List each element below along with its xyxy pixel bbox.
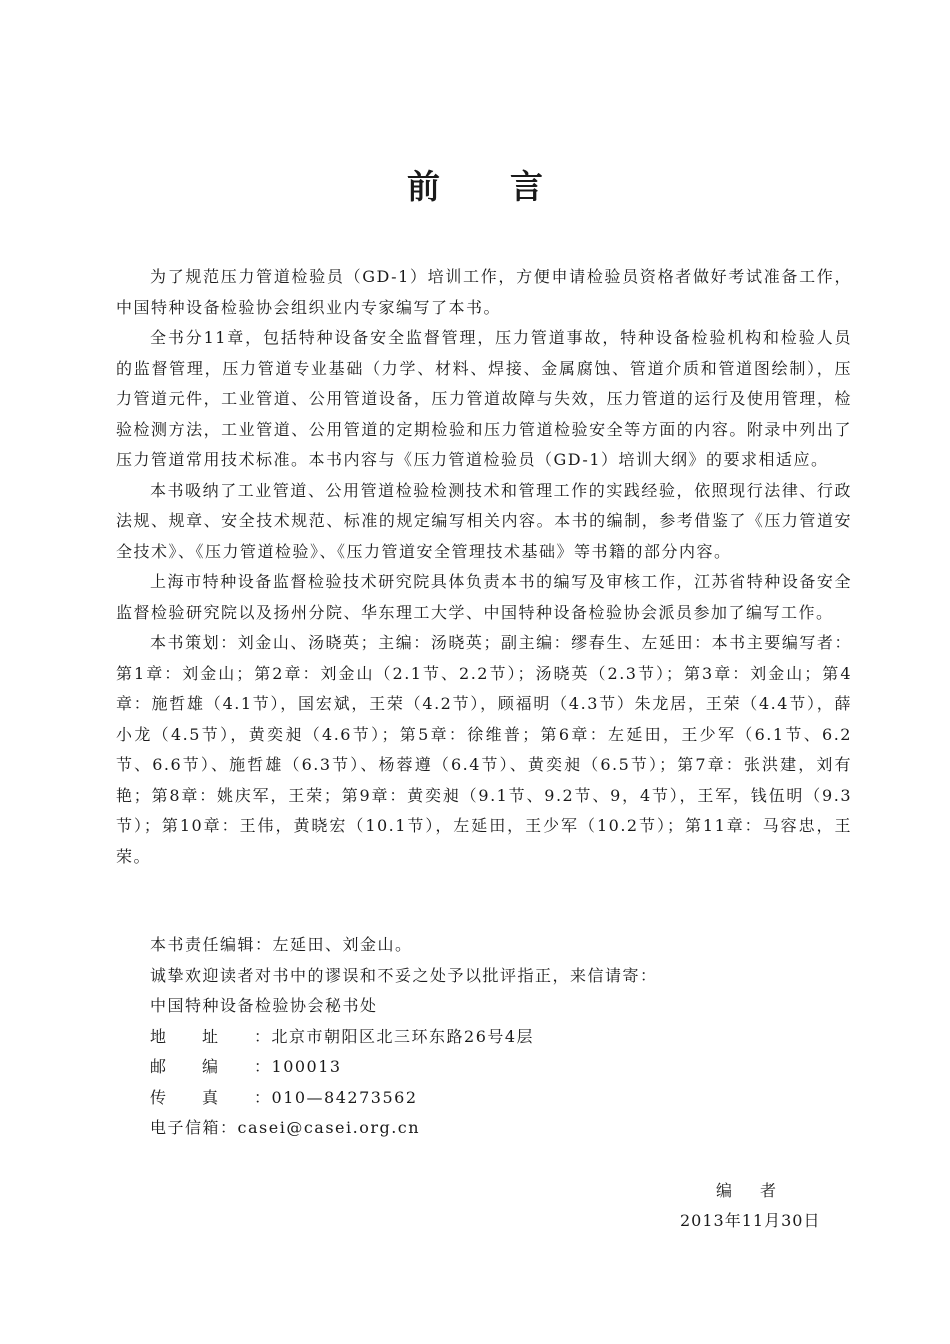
email-label: 电子信箱 xyxy=(150,1118,221,1137)
contact-info xyxy=(150,930,850,1144)
fax-value: ：010—84273562 xyxy=(254,1087,418,1107)
contact-organization: 中国特种设备检验协会秘书处 xyxy=(150,996,378,1015)
postcode-value: ：100013 xyxy=(254,1057,342,1076)
fax-label: 传真 xyxy=(150,1087,255,1107)
address-value: ：北京市朝阳区北三环东路26号4层 xyxy=(254,1026,535,1046)
signature: 编者 xyxy=(716,1181,805,1200)
paragraph-contents: 全书分11章，包括特种设备安全监督管理，压力管道事故，特种设备检验机构和检验人员的监督管理，压力管道专业基础（力学、材料、焊接、金属腐蚀、管道介质和管道图绘制），压力管道元件，工业管道、公用管道设备，压力管道故障与失效，压力管道的运行及使用管理，检验检测方法，工业管道、公用管道的定期检验和压力管道检验安全等方面的内容。附录中列出了压力管道常用技术标准。本书内容与《压力管道检验员（GD-1）培训大纲》的要求相适应。 xyxy=(116,328,852,469)
preface-body xyxy=(116,262,852,872)
address-label: 地址 xyxy=(150,1026,255,1046)
postcode-label: 邮编 xyxy=(150,1057,255,1076)
preface-date: 2013年11月30日 xyxy=(680,1211,821,1230)
feedback-invitation: 诚挚欢迎读者对书中的谬误和不妥之处予以批评指正，来信请寄： xyxy=(150,965,658,985)
address-line xyxy=(150,1022,850,1053)
paragraph-purpose: 为了规范压力管道检验员（GD-1）培训工作，方便申请检验员资格者做好考试准备工作，中国特种设备检验协会组织业内专家编写了本书。 xyxy=(116,267,852,317)
postcode-line xyxy=(150,1052,850,1083)
email-line xyxy=(150,1113,850,1144)
paragraph-sources: 本书吸纳了工业管道、公用管道检验检测技术和管理工作的实践经验，依照现行法律、行政法规、规章、安全技术规范、标准的规定编写相关内容。本书的编制，参考借鉴了《压力管道安全技术》、《压力管道检验》、《压力管道安全管理技术基础》等书籍的部分内容。 xyxy=(116,480,852,561)
responsible-editors: 本书责任编辑：左延田、刘金山。 xyxy=(150,935,413,954)
page-title: 前言 xyxy=(407,167,613,206)
paragraph-organizations: 上海市特种设备监督检验技术研究院具体负责本书的编写及审核工作，江苏省特种设备安全监督检验研究院以及扬州分院、华东理工大学、中国特种设备检验协会派员参加了编写工作。 xyxy=(116,572,852,622)
fax-line xyxy=(150,1083,850,1114)
email-value: ：casei@casei.org.cn xyxy=(220,1118,421,1137)
paragraph-authors: 本书策划：刘金山、汤晓英；主编：汤晓英；副主编：缪春生、左延田：本书主要编写者：第1章：刘金山；第2章：刘金山（2.1节、2.2节）；汤晓英（2.3节）；第3章：刘金山；第4章：施哲雄（4.1节），国宏斌，王荣（4.2节），顾福明（4.3节）朱龙居，王荣（4.4节），薛小龙（4.5节），黄奕昶（4.6节）；第5章：徐维普；第6章：左延田，王少军（6.1节、6.2节、6.6节）、施哲雄（6.3节）、杨蓉遵（6.4节）、黄奕昶（6.5节）；第7章：张洪建，刘有艳；第8章：姚庆军，王荣；第9章：黄奕昶（9.1节、9.2节、9，4节），王军，钱伍明（9.3节）；第10章：王伟，黄晓宏（10.1节），左延田，王少军（10.2节）；第11章：马容忠，王荣。 xyxy=(116,633,852,866)
